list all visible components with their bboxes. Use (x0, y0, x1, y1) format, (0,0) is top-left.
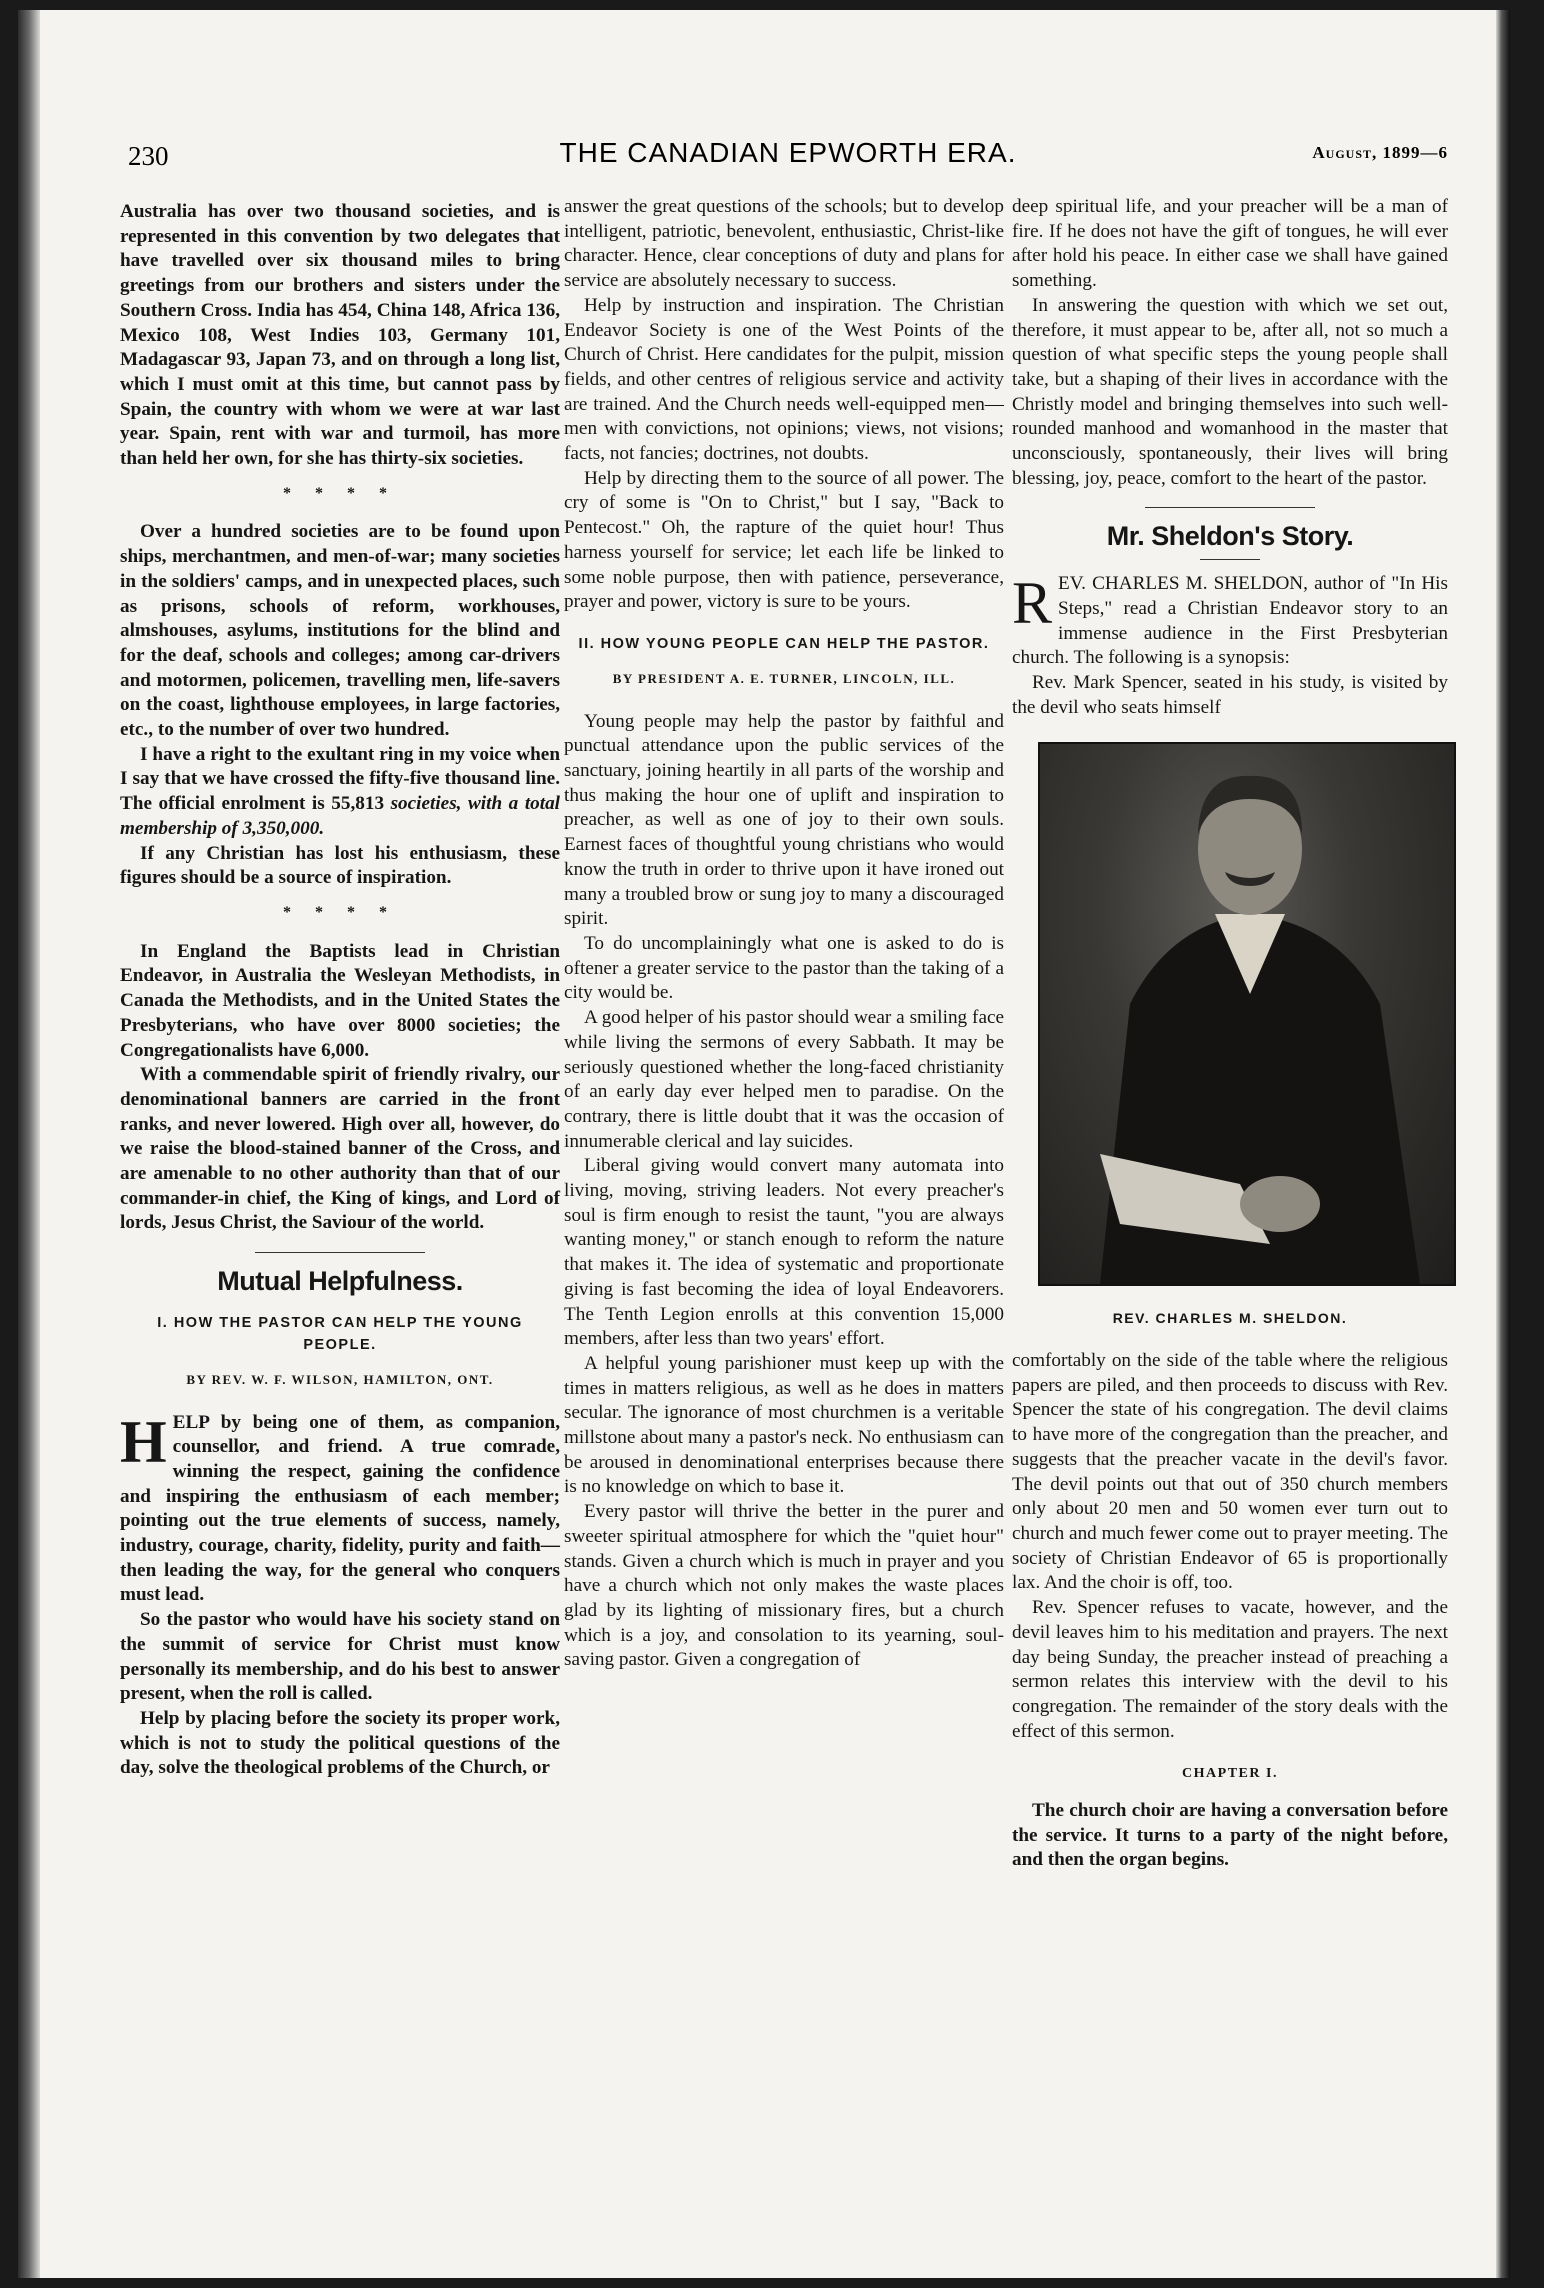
text-enrolment: societies, with a total membership of 3,350,000. (120, 793, 560, 839)
section-separator: * * * * (283, 484, 397, 502)
subheading-young-help-pastor: II. HOW YOUNG PEOPLE CAN HELP THE PASTOR. (578, 635, 990, 652)
paragraph-instruction: Help by instruction and inspiration. The Christian Endeavor Society is one of the West Points of the Church of Christ. Here candidates for the pulpit, mission fields, and other centres of religious service and activity are trained. And the Church needs well-equipped men—men with convictions, not opinions; views, not visions; facts, not fancies; doctrines, not doubts. (564, 294, 1004, 465)
text-rev-sheldon: EV. CHARLES M. SHELDON, author of "In His Steps," read a Christian Endeavor story to an immense audience in the First Presbyterian church. The following is a synopsis: (1012, 573, 1448, 669)
paragraph-rev-sheldon (1012, 572, 1448, 671)
paragraph-so-pastor: So the pastor who would have his society stand on the summit of service for Christ must know personally its membership, and do his best to answer present, when the roll is called. (120, 1609, 560, 1705)
paragraph-comfortably: comfortably on the side of the table where the religious papers are piled, and then proceeds to discuss with Rev. Spencer the state of his congregation. The devil claims to have more of the congregation than the preacher, and suggests that the preacher vacate in the devil's favor. The devil points out that out of 350 church members only about 20 men and 50 women ever turn out to church and much fewer come out to prayer meeting. The society of Christian Endeavor of 65 is proportionally lax. And the choir is off, too. (1012, 1350, 1448, 1594)
text-right-ring: I have a right to the exultant ring in my voice when I say that we have crossed the fifty-five thousand line. The official enrolment is 55,813 (120, 743, 560, 815)
paragraph-uncomplainingly: To do uncomplainingly what one is asked to do is oftener a greater service to the pastor than the taking of a city would be. (564, 932, 1004, 1004)
page-header (128, 135, 1448, 179)
portrait-photo (1038, 742, 1456, 1286)
paragraph-enthusiasm: If any Christian has lost his enthusiasm, these figures should be a source of inspiration. (120, 842, 560, 889)
paragraph-directing: Help by directing them to the source of all power. The cry of some is "On to Christ," but I say, "Back to Pentecost." Oh, the rapture of the quiet hour! Thus harness yourself for service; let each life be linked to some noble purpose, then with patience, perseverance, prayer and power, victory is sure to be yours. (564, 467, 1004, 613)
paragraph-mark-spencer: Rev. Mark Spencer, seated in his study, is visited by the devil who seats himself (1012, 671, 1448, 718)
portrait-figure-icon (1040, 744, 1454, 1284)
paragraph-australia: Australia has over two thousand societies, and is represented in this convention by two delegates that have travelled over six thousand miles to bring greetings from our brothers and sisters under the Southern Cross. India has 454, China 148, Africa 136, Mexico 108, West Indies 103, Germany 101, Madagascar 93, Japan 73, and on through a long list, which I must omit at this time, but cannot pass by Spain, the country with whom we were at war last year. Spain, rent with war and turmoil, has more than held her own, for she has thirty-six societies. (120, 201, 560, 470)
paragraph-england: In England the Baptists lead in Christian Endeavor, in Australia the Wesleyan Methodists, in Canada the Methodists, and in the United States the Presbyterians, who have over 8000 societies; the Congregationalists have 6,000. (120, 940, 560, 1061)
column-2 (564, 195, 1004, 1673)
paragraph-rivalry: With a commendable spirit of friendly rivalry, our denominational banners are carried in the front ranks, and never lowered. High over all, however, do we raise the blood-stained banner of the Cross, and are amenable to no other authority than that of our commander-in chief, the King of kings, and Lord of lords, Jesus Christ, the Saviour of the world. (120, 1064, 560, 1234)
chapter-heading: CHAPTER I. (1182, 1766, 1278, 1782)
column-3 (1012, 195, 1448, 1873)
paragraph-young-people: Young people may help the pastor by faithful and punctual attendance upon the public services of the sanctuary, joining heartily in all parts of the worship and thus making the hour one of uplift and inspiration to preacher, as well as one of joy to their own souls. Earnest faces of thoughtful young christians who would know the truth in order to thrive upon it have ironed out many a troubled brow or sung joy to many a discouraged spirit. (564, 710, 1004, 930)
heading-mutual-helpfulness: Mutual Helpfulness. (217, 1266, 463, 1297)
section-separator: * * * * (283, 903, 397, 921)
issue-date: August, 1899—6 (1312, 143, 1448, 162)
paragraph-parishioner: A helpful young parishioner must keep up with the times in matters religious, as well as he does in matters secular. The ignorance of most churchmen is a veritable millstone about many a pastor's neck. No enthusiasm can be aroused in denominational enterprises because there is no knowledge on which to base it. (564, 1352, 1004, 1498)
paragraph-over-hundred: Over a hundred societies are to be found upon ships, merchantmen, and men-of-war; many societies in the soldiers' camps, and in unexpected places, such as prisons, schools of reform, workhouses, almshouses, asylums, institutions for the blind and for the deaf, schools and colleges; among car-drivers and motormen, policemen, travelling men, life-savers on the coast, lighthouse employees, in large factories, etc., to the number of over two hundred. (120, 521, 560, 741)
paragraph-schools: answer the great questions of the schools; but to develop intelligent, patriotic, benevolent, enthusiastic, Christ-like character. Hence, clear conceptions of duty and plans for service are absolutely necessary to success. (564, 196, 1004, 292)
right-binding-edge (1496, 10, 1510, 2278)
paragraph-help-being (120, 1408, 560, 1609)
paragraph-answering: In answering the question with which we set out, therefore, it must appear to be, after all, not so much a question of what specific steps the young people shall take, but a shaping of their lives in accordance with the Christly model and bringing themselves into such well-rounded manhood and womanhood in the master that unconsciously, spontaneously, their lives will bring blessing, joy, peace, comfort to the heart of the pastor. (1012, 294, 1448, 489)
paragraph-right-ring (120, 743, 560, 842)
divider-rule (255, 1252, 425, 1253)
subheading-pastor-help-young: I. HOW THE PASTOR CAN HELP THE YOUNG PEOPLE. (157, 1314, 523, 1353)
divider-rule-short (1200, 559, 1260, 560)
paragraph-good-helper: A good helper of his pastor should wear a smiling face while living the sermons of every Sabbath. It may be seriously questioned whether the long-faced christianity of an early day ever helped men to paradise. On the contrary, there is little doubt that it was the occasion of innumerable clerical and lay suicides. (564, 1007, 1004, 1152)
column-1 (120, 200, 560, 1781)
paragraph-liberal-giving: Liberal giving would convert many automata into living, moving, striving leaders. Not every preacher's soul is firm enough to resist the taunt, "you are always wanting money," or stanch enough to reform the nature that makes it. The idea of systematic and proportionate giving is fast becoming the idea of loyal Endeavorers. The Tenth Legion enrolls at this convention 15,000 members, after less than two years' effort. (564, 1155, 1004, 1350)
drop-cap-h: H (120, 1408, 167, 1475)
heading-sheldon-story: Mr. Sheldon's Story. (1106, 521, 1354, 552)
paragraph-church-choir: The church choir are having a conversation before the service. It turns to a party of the night before, and then the organ begins. (1012, 1800, 1448, 1871)
page-number: 230 (128, 141, 169, 171)
paragraph-deep-spiritual: deep spiritual life, and your preacher will be a man of fire. If he does not have the gift of tongues, he will ever after hold his peace. In either case we shall have gained something. (1012, 196, 1448, 292)
paragraph-every-pastor: Every pastor will thrive the better in the purer and sweeter spiritual atmosphere for which the "quiet hour" stands. Given a church which is much in prayer and you have a church which not only makes the waste places glad by its lighting of missionary fires, but a church which is a joy, and consolation to its yearning, soul-saving pastor. Given a congregation of (564, 1501, 1004, 1671)
newspaper-page (18, 10, 1510, 2278)
text-help-being: ELP by being one of them, as companion, counsellor, and friend. A true comrade, winning the respect, gaining the confidence and inspiring the enthusiasm of each member; pointing out the true elements of success, namely, industry, courage, charity, fidelity, purity and faith—then leading the way, for the general who conquers must lead. (120, 1411, 560, 1606)
drop-cap-r: R (1012, 570, 1053, 637)
byline-wilson: BY REV. W. F. WILSON, HAMILTON, ONT. (186, 1371, 494, 1387)
paragraph-spencer-refuses: Rev. Spencer refuses to vacate, however, and the devil leaves him to his meditation and prayers. The next day being Sunday, the preacher instead of preaching a sermon relates this interview with the devil to his congregation. The remainder of the story deals with the effect of this sermon. (1012, 1597, 1448, 1742)
divider-rule (1145, 507, 1315, 508)
byline-turner: BY PRESIDENT A. E. TURNER, LINCOLN, ILL. (612, 670, 956, 686)
left-binding-edge (18, 10, 40, 2278)
photo-caption: REV. CHARLES M. SHELDON. (1112, 1310, 1348, 1327)
publication-title: THE CANADIAN EPWORTH ERA. (559, 137, 1017, 168)
paragraph-help-placing: Help by placing before the society its proper work, which is not to study the political questions of the day, solve the theological problems of the Church, or (120, 1707, 560, 1779)
